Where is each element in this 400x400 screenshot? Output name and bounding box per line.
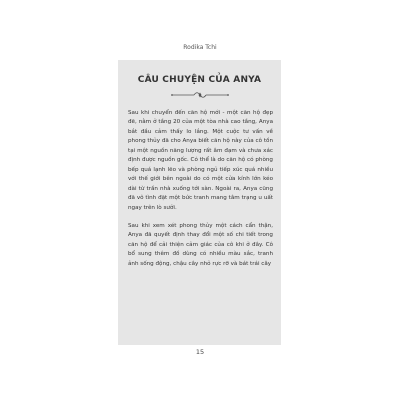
story-paragraph-1: Sau khi chuyển đến căn hộ mới - một căn hộ đẹp đẽ, nằm ở tầng 20 của một tòa nhà cao tầng, Anya bắt đầu cảm thấy lo lắng. Một cuộc tư vấn về phong thủy đã cho Anya biết căn hộ này của cô tồn tại một nguồn năng lượng rất âm đạm và chưa xác định được nguồn gốc. Có thể là do căn hộ có phòng bếp quá lạnh lẽo và phòng ngủ tiếp xúc quá nhiều với thế giới bên ngoài do có một cửa kính lớn kéo dài từ trần nhà xuống tới sàn. Ngoài ra, Anya cũng đã vô tình đặt một bức tranh mang tâm trạng u uất ngay trên lò sưởi. [128,110,273,211]
story-title: CÂU CHUYỆN CỦA ANYA [137,75,262,85]
story-box [118,60,281,345]
story-paragraph-2: Sau khi xem xét phong thủy một cách cẩn thận, Anya đã quyết định thay đổi một số chi tiết trong căn hộ để cải thiện cảm giác của cô khi ở đây. Cô bổ sung thêm đồ dùng có nhiều màu sắc, tranh ảnh sống động, chậu cây nhỏ rực rỡ và bát trái cây [128,222,273,267]
divider-ornament-icon [170,91,230,99]
running-head-author: Rodika Tchi [183,44,217,51]
story-text [128,109,273,269]
page-number: 15 [195,348,205,356]
